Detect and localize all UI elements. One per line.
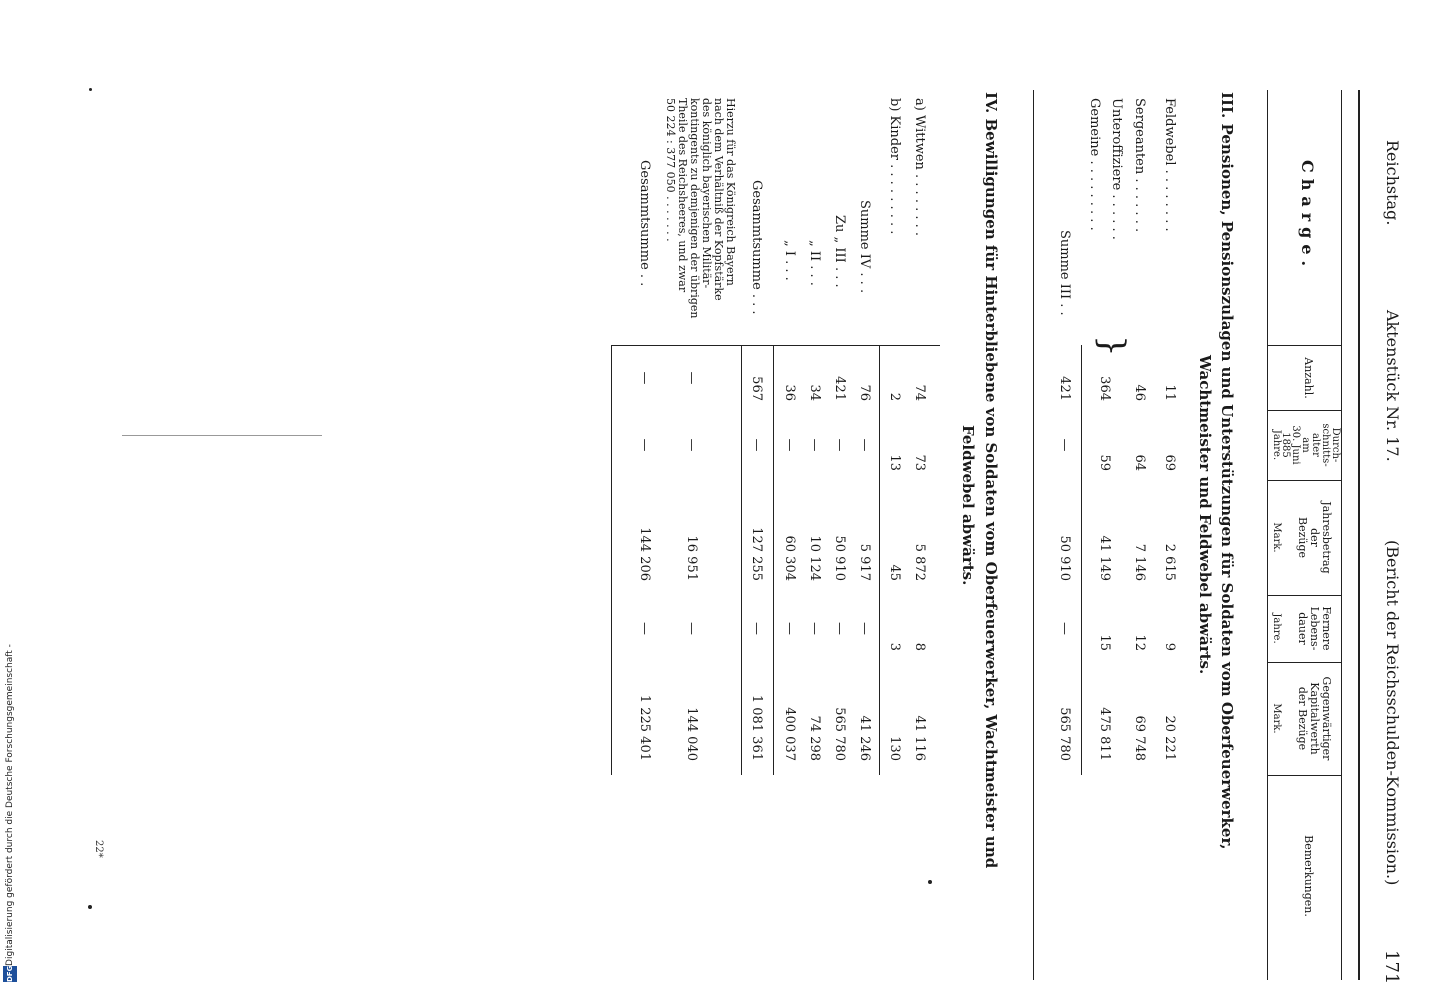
unit-mark: Mark. bbox=[1271, 703, 1282, 734]
cell-lebensdauer: — bbox=[684, 622, 699, 635]
unit-mark: Mark. bbox=[1271, 522, 1282, 553]
cell-lebensdauer: 15 bbox=[1097, 634, 1112, 651]
scan-artifact-line bbox=[122, 435, 322, 436]
cell-anzahl: 74 bbox=[912, 384, 927, 401]
cell-lebensdauer: — bbox=[857, 622, 872, 635]
row-label: „ II . . . bbox=[807, 240, 822, 286]
cell-anzahl: 421 bbox=[832, 376, 847, 401]
sum-rule bbox=[1081, 345, 1082, 775]
sum-rule bbox=[773, 345, 774, 775]
cell-anzahl: 11 bbox=[1162, 384, 1177, 401]
cell-anzahl: 364 bbox=[1097, 376, 1112, 401]
cell-kapital: 565 780 bbox=[1057, 707, 1072, 761]
row-label: Feldwebel . . . . . . . . bbox=[1162, 98, 1177, 232]
header-jahresbetrag: Jahresbetrag der Bezüge bbox=[1296, 501, 1333, 574]
cell-alter: — bbox=[832, 438, 847, 452]
cell-lebensdauer: — bbox=[782, 622, 797, 635]
cell-betrag: 16 951 bbox=[684, 535, 699, 581]
scan-speck bbox=[88, 905, 92, 909]
cell-kapital: 475 811 bbox=[1097, 707, 1112, 761]
cell-alter: 13 bbox=[887, 454, 902, 471]
cell-betrag: 2 615 bbox=[1162, 543, 1177, 581]
cell-anzahl: 2 bbox=[887, 392, 902, 401]
cell-alter: — bbox=[684, 438, 699, 452]
cell-anzahl: — bbox=[684, 371, 699, 385]
header-durchschnittsalter: Durch- schnitts- alter am 30. Juni 1885 bbox=[1280, 423, 1341, 467]
cell-alter: — bbox=[807, 438, 822, 452]
cell-alter: — bbox=[1057, 438, 1072, 452]
cell-alter: — bbox=[749, 438, 764, 452]
row-label: Unteroffiziere . . . . . . bbox=[1109, 98, 1124, 240]
cell-kapital: 565 780 bbox=[832, 707, 847, 761]
cell-kapital: 1 225 401 bbox=[637, 694, 652, 761]
cell-alter: — bbox=[782, 438, 797, 452]
bayern-note-line: nach dem Verhältniß der Kopfstärke bbox=[712, 98, 725, 301]
cell-betrag: 7 146 bbox=[1132, 543, 1147, 581]
row-label: a) Wittwen . . . . . . . . bbox=[912, 98, 927, 237]
cell-alter: 73 bbox=[912, 454, 927, 471]
bayern-note-line: 50 224 : 377 050 . . . . . . . bbox=[664, 98, 677, 242]
dfg-logo-icon: DFG bbox=[3, 966, 17, 982]
row-label: Summe IV . . . bbox=[857, 200, 872, 294]
cell-lebensdauer: 9 bbox=[1162, 642, 1177, 651]
row-label: Sergeanten . . . . . . . bbox=[1132, 98, 1147, 233]
bayern-note-line: Hierzu für das Königreich Bayern bbox=[724, 98, 737, 286]
section-4-title-cont: Feldwebel abwärts. bbox=[959, 425, 977, 586]
cell-lebensdauer: 3 bbox=[887, 642, 902, 651]
header-fernere-lebensdauer: Fernere Lebens- dauer bbox=[1296, 606, 1333, 651]
bayern-note-line: Theile des Reichsheeres, und zwar bbox=[676, 98, 689, 293]
row-brace: } bbox=[1092, 335, 1132, 357]
cell-lebensdauer: — bbox=[807, 622, 822, 635]
table-top-rule bbox=[1358, 90, 1360, 980]
table-top-rule-inner bbox=[1341, 90, 1342, 980]
row-label: Zu „ III . . . bbox=[832, 215, 847, 288]
sum-rule bbox=[741, 345, 742, 775]
row-label: Gesammtsumme . . bbox=[637, 160, 652, 287]
cell-lebensdauer: 8 bbox=[912, 642, 927, 651]
cell-lebensdauer: — bbox=[637, 622, 652, 635]
header-anzahl: Anzahl. bbox=[1302, 357, 1315, 399]
cell-kapital: 1 081 361 bbox=[749, 694, 764, 761]
cell-anzahl: 567 bbox=[749, 376, 764, 401]
header-center: Aktenstück Nr. 17. bbox=[1383, 310, 1402, 462]
cell-betrag: 41 149 bbox=[1097, 535, 1112, 581]
header-bottom-rule bbox=[1267, 90, 1268, 980]
cell-betrag: 127 255 bbox=[749, 527, 764, 581]
bayern-note-line: des königlich bayerischen Militär- bbox=[700, 98, 713, 289]
cell-kapital: 130 bbox=[887, 736, 902, 761]
header-bemerkungen: Bemerkungen. bbox=[1302, 835, 1315, 917]
cell-anzahl: 46 bbox=[1132, 384, 1147, 401]
cell-anzahl: 76 bbox=[857, 384, 872, 401]
cell-kapital: 41 116 bbox=[912, 715, 927, 761]
row-label: Gesammtsumme . . . bbox=[749, 180, 764, 315]
cell-betrag: 60 304 bbox=[782, 535, 797, 581]
cell-betrag: 5 872 bbox=[912, 543, 927, 581]
row-label: „ I . . . bbox=[782, 240, 797, 281]
row-label: Summe III . . bbox=[1057, 230, 1072, 316]
header-left: Reichstag. bbox=[1383, 140, 1402, 226]
cell-lebensdauer: — bbox=[749, 622, 764, 635]
cell-kapital: 41 246 bbox=[857, 715, 872, 761]
unit-jahre: Jahre. bbox=[1271, 429, 1282, 461]
cell-alter: — bbox=[637, 438, 652, 452]
section-3-title: III. Pensionen, Pensionszulagen und Unterstützungen für Soldaten vom Oberfeuerwerker, bbox=[1218, 92, 1236, 850]
cell-betrag: 5 917 bbox=[857, 543, 872, 581]
cell-kapital: 144 040 bbox=[684, 707, 699, 761]
cell-betrag: 50 910 bbox=[832, 535, 847, 581]
bayern-note-line: kontingents zu demjenigen der übrigen bbox=[688, 98, 701, 319]
signature-mark: 22* bbox=[93, 840, 104, 858]
section-3-bottom-rule bbox=[1033, 90, 1034, 980]
cell-anzahl: 421 bbox=[1057, 376, 1072, 401]
cell-betrag: 144 206 bbox=[637, 527, 652, 581]
header-right: (Bericht der Reichsschulden-Kommission.) bbox=[1383, 540, 1402, 886]
cell-lebensdauer: — bbox=[1057, 622, 1072, 635]
header-kapitalwerth: Gegenwärtiger Kapitalwerth der Bezüge bbox=[1296, 676, 1333, 761]
cell-kapital: 74 298 bbox=[807, 715, 822, 761]
table-bottom-rule bbox=[611, 345, 612, 775]
sum-rule bbox=[879, 345, 880, 775]
cell-anzahl: 36 bbox=[782, 384, 797, 401]
row-label: Gemeine . . . . . . . . . bbox=[1087, 98, 1102, 231]
cell-alter: — bbox=[857, 438, 872, 452]
cell-alter: 64 bbox=[1132, 454, 1147, 471]
cell-lebensdauer: 12 bbox=[1132, 634, 1147, 651]
cell-alter: 59 bbox=[1097, 454, 1112, 471]
cell-alter: 69 bbox=[1162, 454, 1177, 471]
cell-kapital: 69 748 bbox=[1132, 715, 1147, 761]
cell-betrag: 45 bbox=[887, 564, 902, 581]
cell-betrag: 10 124 bbox=[807, 535, 822, 581]
cell-anzahl: 34 bbox=[807, 384, 822, 401]
row-label: b) Kinder . . . . . . . . . bbox=[887, 98, 902, 235]
unit-jahre: Jahre. bbox=[1271, 613, 1282, 644]
header-charge: Charge. bbox=[1298, 160, 1317, 273]
cell-anzahl: — bbox=[637, 371, 652, 385]
digitization-credit: Digitalisierung gefördert durch die Deutsche Forschungsgemeinschaft - bbox=[5, 644, 15, 966]
scan-speck bbox=[928, 880, 932, 884]
cell-kapital: 400 037 bbox=[782, 707, 797, 761]
section-3-title-cont: Wachtmeister und Feldwebel abwärts. bbox=[1196, 355, 1214, 675]
cell-kapital: 20 221 bbox=[1162, 715, 1177, 761]
cell-lebensdauer: — bbox=[832, 622, 847, 635]
section-4-title: IV. Bewilligungen für Hinterbliebene von Soldaten vom Oberfeuerwerker, Wachtmeister und bbox=[982, 92, 1000, 869]
cell-betrag: 50 910 bbox=[1057, 535, 1072, 581]
page-number: 171 bbox=[1381, 950, 1402, 985]
scan-speck bbox=[89, 88, 92, 91]
